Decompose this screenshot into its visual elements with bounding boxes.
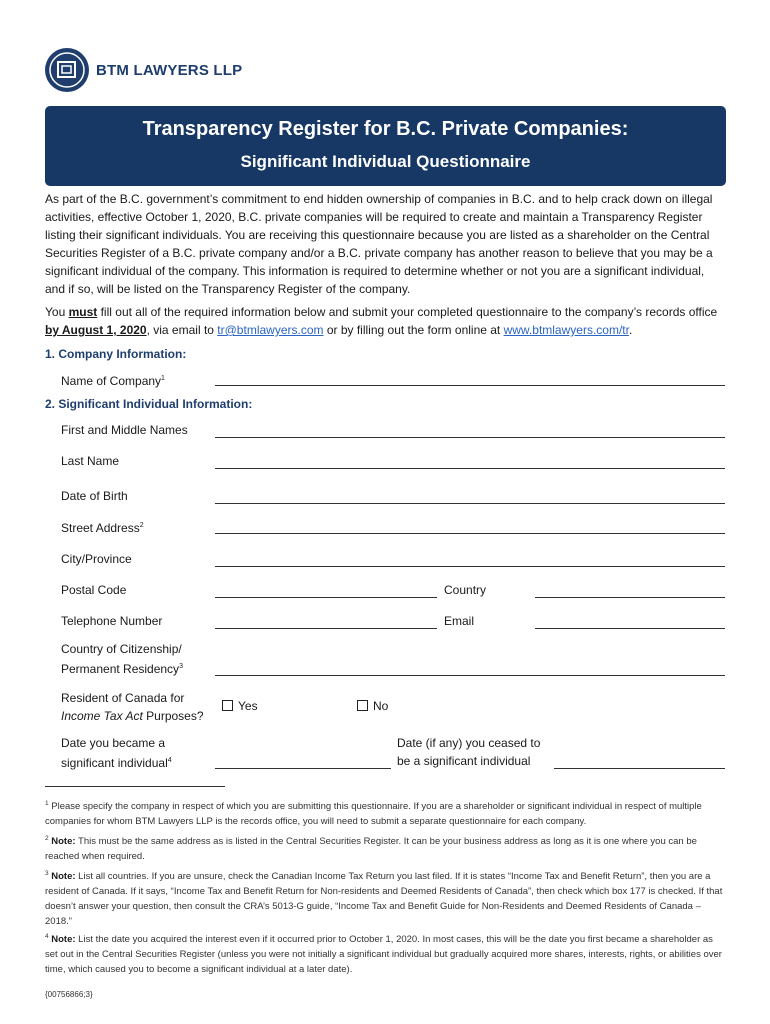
footnote-3-note: Note:: [51, 871, 76, 883]
footnote-2-text: This must be the same address as is listed in the Central Securities Register. It can be your business address as long as it is one where you can be reached when required.: [45, 836, 697, 863]
instr-text-1: You: [45, 305, 69, 319]
document-id: {00756866;3}: [45, 990, 93, 999]
postal-field[interactable]: [215, 597, 437, 598]
intro-paragraph: As part of the B.C. government’s commitment to end hidden ownership of companies in B.C. and to help crack down on illegal activities, effective October 1, 2020, B.C. private companies will be required to create and maintain a Transparency Register listing their significant individuals. You are receiving this questionnaire because you are listed as a shareholder on the Central Securities Register of a B.C. private company and/or a B.C. private company has another reason to believe that you may be a significant individual of the company. This information is required to determine whether or not you are a significant individual, and if so, will be listed on the Transparency Register of the company.: [45, 192, 713, 296]
page-title: Transparency Register for B.C. Private Companies:: [142, 118, 629, 140]
ceased-label-line1: Date (if any) you ceased to: [397, 736, 541, 750]
citizenship-label-line2: [61, 658, 183, 678]
email-link[interactable]: tr@btmlawyers.com: [217, 323, 324, 337]
ceased-date-field[interactable]: [554, 768, 725, 769]
footnote-1-number: 1: [45, 800, 49, 807]
became-date-field[interactable]: [215, 768, 391, 769]
resident-label-line2: [61, 707, 204, 725]
footnote-1: [45, 796, 727, 829]
yes-checkbox[interactable]: [222, 700, 233, 711]
instr-text-5: .: [628, 323, 633, 337]
footnote-4-number: 4: [45, 933, 49, 940]
footnote-4: [45, 929, 727, 977]
footnote-2-note: Note:: [51, 836, 76, 848]
first-middle-field[interactable]: [215, 437, 725, 438]
footnote-1-text: Please specify the company in respect of which you are submitting this questionnaire. If you are a shareholder or significant individual in respect of multiple companies for whom BTM Lawyers LLP is the records office, you will need to submit a separate questionnaire for each company.: [45, 801, 702, 828]
email-field[interactable]: [535, 628, 725, 629]
citizenship-label-text: Permanent Residency: [61, 662, 180, 676]
footnote-4-text: List the date you acquired the interest even if it occurred prior to October 1, 2020. In most cases, this will be the date you first became a shareholder as set out in the Central Securities Register (unless you were not initially a significant individual but gradually acquired more shares, interests, rights, or abilities over time, which caused you to become a significant individual at a later date).: [45, 934, 722, 976]
dob-field[interactable]: [215, 503, 725, 504]
instructions-paragraph: [45, 303, 727, 339]
country-field[interactable]: [535, 597, 725, 598]
footnote-ref-4: 4: [167, 757, 172, 764]
yes-label: Yes: [238, 699, 258, 713]
citizenship-label-line1: Country of Citizenship/: [61, 642, 182, 656]
instr-must: must: [68, 305, 98, 319]
company-name-label: [61, 370, 165, 390]
footnote-2-number: 2: [45, 835, 49, 842]
country-label: Country: [444, 583, 487, 597]
dob-label: Date of Birth: [61, 489, 128, 503]
citizenship-label: [61, 640, 183, 678]
street-label: [61, 517, 144, 537]
resident-purposes-text: Purposes?: [142, 709, 204, 723]
resident-label: [61, 689, 204, 725]
postal-label: Postal Code: [61, 583, 127, 597]
section-1-heading: 1. Company Information:: [45, 347, 187, 361]
footnote-3-number: 3: [45, 870, 49, 877]
ceased-label: [397, 734, 540, 770]
no-label: No: [373, 699, 389, 713]
email-label: Email: [444, 614, 475, 628]
footnote-3: [45, 866, 727, 929]
btm-logo-icon: [45, 48, 89, 92]
header-banner: [45, 106, 726, 186]
company-name-label-text: Name of Company: [61, 374, 162, 388]
became-label-line1: Date you became a: [61, 736, 166, 750]
income-tax-act-text: Income Tax Act: [61, 709, 143, 723]
company-logo-text: BTM LAWYERS LLP: [96, 62, 243, 79]
became-label-line2: [61, 752, 172, 772]
became-label-text: significant individual: [61, 756, 168, 770]
instr-text-2: fill out all of the required information below and submit your completed questionnaire to the company’s records office: [97, 305, 718, 319]
phone-field[interactable]: [215, 628, 437, 629]
footnote-divider: [45, 786, 225, 787]
website-link[interactable]: www.btmlawyers.com/tr: [503, 323, 629, 337]
company-name-field[interactable]: [215, 385, 725, 386]
instr-text-4: or by filling out the form online at: [323, 323, 504, 337]
page-subtitle: Significant Individual Questionnaire: [240, 152, 531, 171]
street-label-text: Street Address: [61, 521, 140, 535]
footnote-3-text: List all countries. If you are unsure, check the Canadian Income Tax Return you last filed. If it is states “Income Tax and Benefit Return”, then you are a resident of Canada. If it says, “Income Tax and Benefit Return for Non-residents and Deemed Residents of Canada”, then check which box 177 is checked. If that doesn’t answer your question, then consult the CRA’s 5013-G guide, “Income Tax and Benefit Guide for Non-Residents and Deemed Residents of Canada – 2018.”: [45, 871, 723, 928]
first-middle-label: First and Middle Names: [61, 423, 188, 437]
section-2-heading: 2. Significant Individual Information:: [45, 397, 253, 411]
ceased-label-line2: be a significant individual: [397, 754, 531, 768]
citizenship-field[interactable]: [215, 675, 725, 676]
resident-no-option[interactable]: [357, 697, 388, 715]
city-label: City/Province: [61, 552, 132, 566]
footnote-2: [45, 831, 727, 864]
footnote-ref-2: 2: [139, 522, 144, 529]
footnote-4-note: Note:: [51, 934, 76, 946]
street-field[interactable]: [215, 533, 725, 534]
footnote-ref-3: 3: [179, 663, 183, 670]
no-checkbox[interactable]: [357, 700, 368, 711]
became-label: [61, 734, 172, 772]
city-field[interactable]: [215, 566, 725, 567]
phone-label: Telephone Number: [61, 614, 163, 628]
footnote-ref-1: 1: [161, 375, 165, 382]
instr-text-3: , via email to: [146, 323, 218, 337]
last-name-field[interactable]: [215, 468, 725, 469]
instr-deadline: by August 1, 2020: [45, 323, 147, 337]
resident-label-line1: Resident of Canada for: [61, 691, 185, 705]
resident-yes-option[interactable]: [222, 697, 258, 715]
last-name-label: Last Name: [61, 454, 120, 468]
